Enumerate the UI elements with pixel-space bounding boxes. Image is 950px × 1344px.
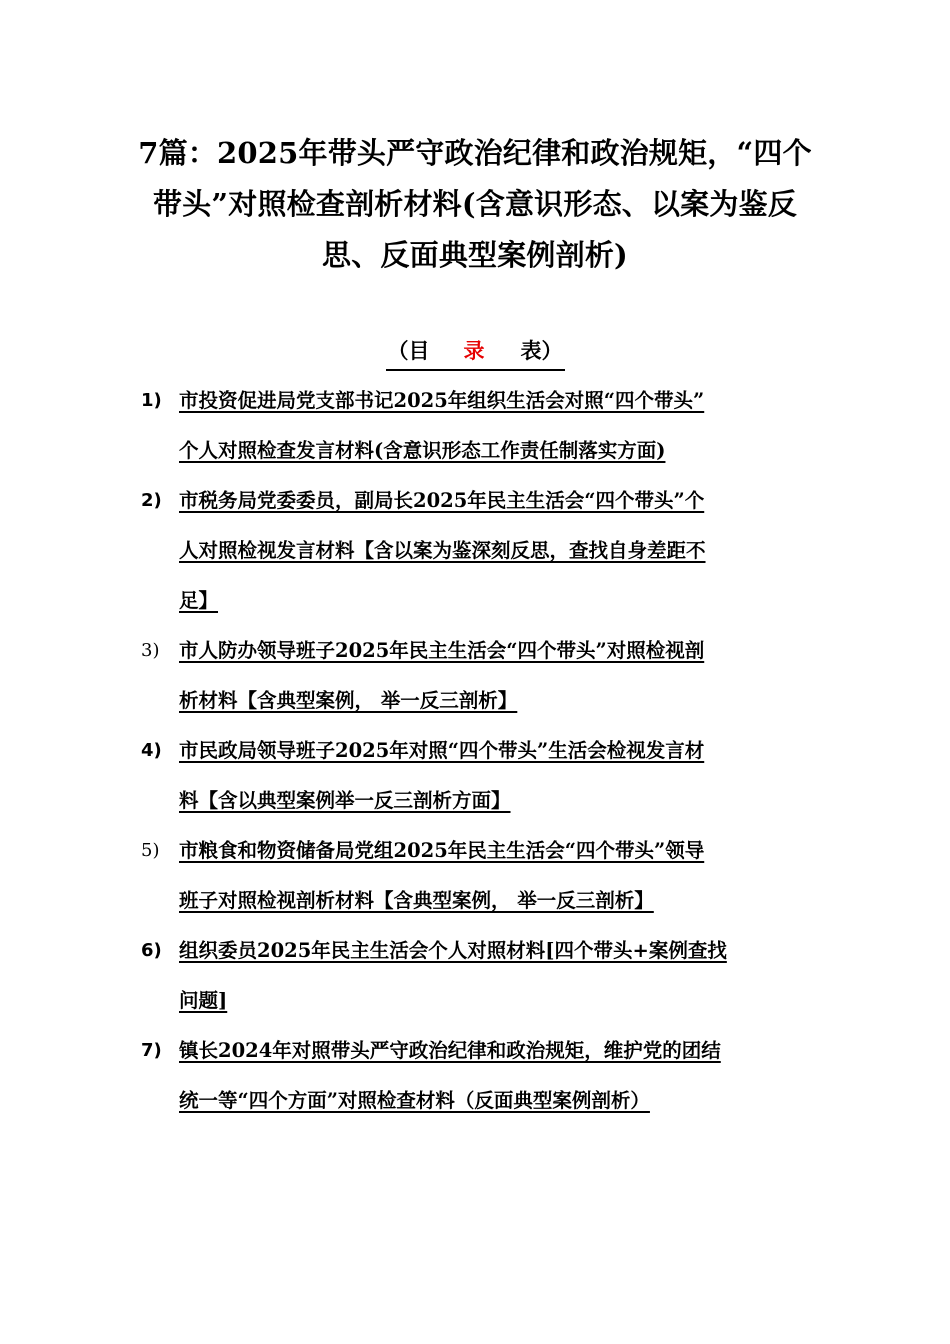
toc-item-link[interactable]	[179, 376, 801, 476]
toc-item-line: 镇长2024年对照带头严守政治纪律和政治规矩，维护党的团结	[179, 1039, 721, 1062]
toc-item-link[interactable]	[179, 726, 801, 826]
toc-item-number: 3)	[141, 640, 160, 661]
title-line-3: 思、反面典型案例剖析)	[322, 238, 628, 272]
toc-item-link[interactable]	[179, 1026, 801, 1126]
toc-item-3[interactable]	[141, 626, 801, 726]
toc-item-link[interactable]	[179, 926, 801, 1026]
toc-item-line: 个人对照检查发言材料(含意识形态工作责任制落实方面)	[179, 439, 666, 462]
toc-list	[141, 376, 801, 1126]
toc-item-1[interactable]	[141, 376, 801, 476]
toc-item-link[interactable]	[179, 826, 801, 926]
toc-item-number: 4)	[141, 740, 162, 761]
toc-heading-close: 表）	[520, 338, 563, 363]
toc-item-line: 市民政局领导班子2025年对照“四个带头”生活会检视发言材	[179, 739, 705, 762]
toc-item-5[interactable]	[141, 826, 801, 926]
toc-item-number: 5)	[141, 840, 160, 861]
toc-item-line: 析材料【含典型案例， 举一反三剖析】	[179, 689, 518, 712]
toc-heading-underline	[386, 334, 565, 371]
toc-item-line: 足】	[179, 589, 219, 612]
toc-item-line: 市投资促进局党支部书记2025年组织生活会对照“四个带头”	[179, 389, 705, 412]
toc-item-number: 6)	[141, 940, 162, 961]
toc-item-line: 料【含以典型案例举一反三剖析方面】	[179, 789, 511, 812]
toc-heading	[0, 334, 950, 371]
toc-item-line: 组织委员2025年民主生活会个人对照材料[四个带头+案例查找	[179, 939, 727, 962]
toc-item-line: 统一等“四个方面”对照检查材料（反面典型案例剖析）	[179, 1089, 650, 1112]
toc-item-line: 市粮食和物资储备局党组2025年民主生活会“四个带头”领导	[179, 839, 705, 862]
toc-item-4[interactable]	[141, 726, 801, 826]
toc-item-line: 市税务局党委委员，副局长2025年民主生活会“四个带头”个	[179, 489, 705, 512]
toc-item-2[interactable]	[141, 476, 801, 626]
toc-item-line: 问题]	[179, 989, 228, 1012]
toc-heading-middle: 录	[463, 338, 485, 363]
toc-item-7[interactable]	[141, 1026, 801, 1126]
document-title	[120, 128, 830, 281]
toc-item-line: 人对照检视发言材料【含以案为鉴深刻反思，查找自身差距不	[179, 539, 706, 562]
toc-item-number: 7)	[141, 1040, 162, 1061]
toc-item-6[interactable]	[141, 926, 801, 1026]
toc-item-number: 1)	[141, 390, 162, 411]
title-line-1: 7篇：2025年带头严守政治纪律和政治规矩，“四个	[138, 136, 812, 170]
toc-heading-open: （目	[387, 338, 430, 363]
toc-item-line: 班子对照检视剖析材料【含典型案例， 举一反三剖析】	[179, 889, 654, 912]
toc-item-line: 市人防办领导班子2025年民主生活会“四个带头”对照检视剖	[179, 639, 705, 662]
toc-item-link[interactable]	[179, 626, 801, 726]
toc-item-link[interactable]	[179, 476, 801, 626]
title-line-2: 带头”对照检查剖析材料(含意识形态、以案为鉴反	[152, 187, 797, 221]
toc-item-number: 2)	[141, 490, 162, 511]
